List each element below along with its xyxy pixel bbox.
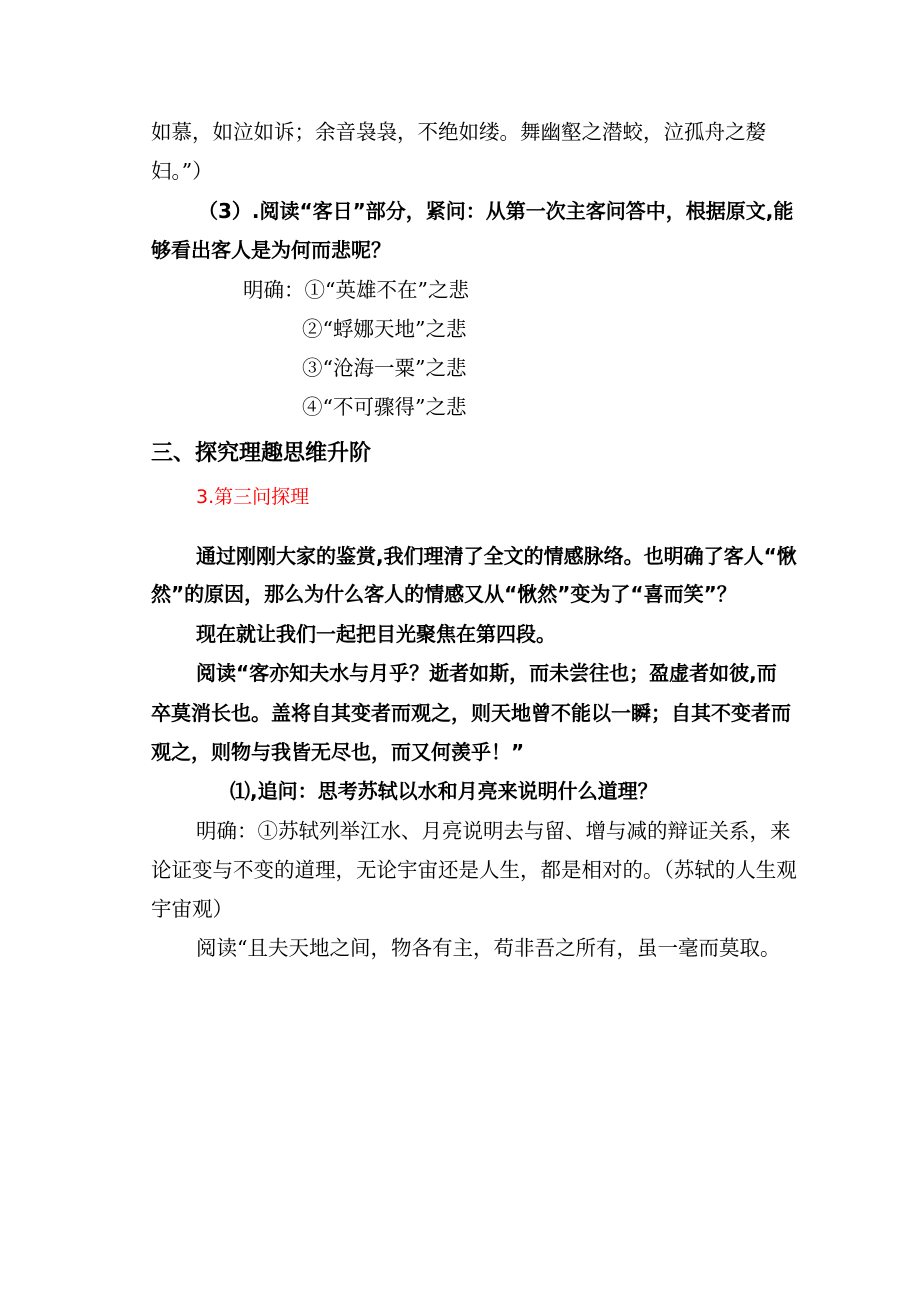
text-line: 妇。”） xyxy=(151,159,213,183)
answer-paragraph-line: 明确：①苏轼列举江水、月亮说明去与留、增与减的辩证关系，来 xyxy=(196,819,791,843)
paragraph-line: 观之，则物与我皆无尽也，而又何羡乎！” xyxy=(151,740,525,764)
paragraph-line: 现在就让我们一起把目光聚焦在第四段。 xyxy=(196,622,556,646)
follow-up-question: ⑴,追问：思考苏轼以水和月亮来说明什么道理？ xyxy=(230,779,658,803)
answer-item-1: 明确：①“英雄不在”之悲 xyxy=(243,278,469,302)
paragraph-line: 卒莫消长也。盖将自其变者而观之，则天地曾不能以一瞬；自其不变者而 xyxy=(151,701,791,725)
question-3: （3）.阅读“客日”部分，紧问：从第一次主客问答中，根据原文,能 xyxy=(198,199,794,223)
paragraph-line: 然”的原因，那么为什么客人的情感又从“愀然”变为了“喜而笑”？ xyxy=(151,582,737,606)
paragraph-line: 阅读“且夫天地之间，物各有主，苟非吾之所有，虽一毫而莫取。 xyxy=(196,936,781,960)
subsection-title: 3.第三问探理 xyxy=(196,486,310,508)
answer-item-2: ②“蜉娜天地”之悲 xyxy=(302,317,467,341)
section-heading: 三、探究理趣思维升阶 xyxy=(151,441,372,466)
answer-item-4: ④“不可骤得”之悲 xyxy=(302,395,467,419)
text-line: 如慕，如泣如诉；余音袅袅，不绝如缕。舞幽壑之潜蛟，泣孤舟之嫠 xyxy=(151,120,766,144)
answer-paragraph-line: 论证变与不变的道理，无论宇宙还是人生，都是相对的。（苏轼的人生观 xyxy=(151,858,797,882)
answer-paragraph-line: 宇宙观） xyxy=(151,897,233,921)
paragraph-line: 通过刚刚大家的鉴赏,我们理清了全文的情感脉络。也明确了客人“愀 xyxy=(196,544,797,568)
question-3-cont: 够看出客人是为何而悲呢？ xyxy=(151,238,391,262)
paragraph-line: 阅读“客亦知夫水与月乎？逝者如斯，而未尝往也；盈虚者如彼,而 xyxy=(196,661,777,685)
answer-item-3: ③“沧海一粟”之悲 xyxy=(302,356,467,380)
